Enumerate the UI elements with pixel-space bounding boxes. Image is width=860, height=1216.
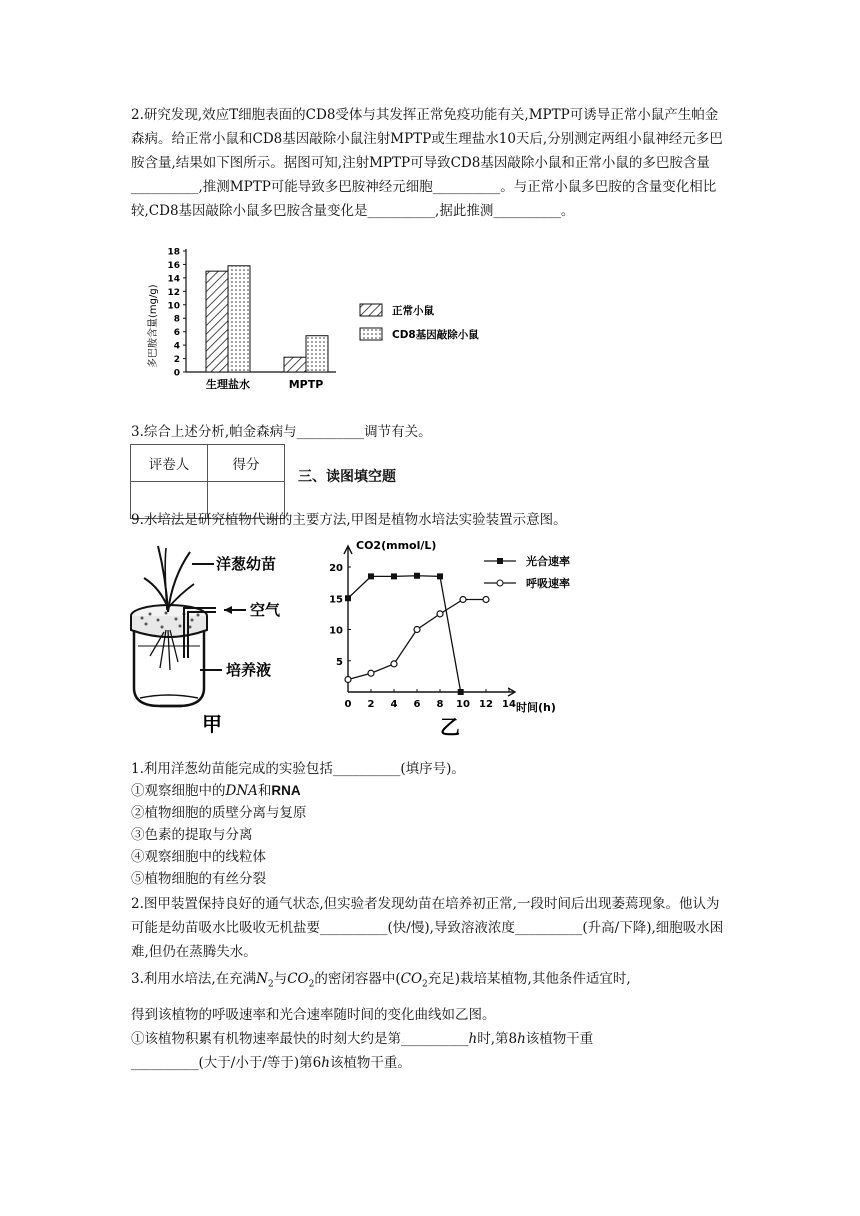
q93-n2-sub: 2 [267, 979, 274, 990]
bar-legend-label: 正常小鼠 [392, 305, 434, 317]
q93-co2: CO [287, 971, 309, 987]
question-3-text: 3.综合上述分析,帕金森病与__________调节有关。 [131, 424, 432, 440]
bar-chart-ylabel: 多巴胺含量(mg/g) [148, 284, 159, 368]
line-legend-label: 光合速率 [526, 555, 570, 568]
bar-category-label: MPTP [288, 378, 324, 391]
line-legend-marker [497, 558, 503, 564]
grader-header: 评卷人 [131, 445, 208, 482]
q93-co2b: CO [400, 971, 423, 987]
line-point-respiration [437, 611, 443, 617]
q93-co2b-sub: 2 [422, 979, 428, 990]
bar-y-tick-label: 8 [173, 314, 180, 325]
solution-label: 培养液 [226, 661, 272, 679]
q93-text-a: 3.利用水培法,在充满 [131, 971, 257, 987]
option-1-prefix: ①观察细胞中的 [131, 783, 226, 799]
bar-1-0 [284, 357, 306, 372]
question-9-3-sub1 [131, 1028, 593, 1050]
line-point-photosynthesis [414, 573, 420, 579]
option-1 [131, 780, 301, 802]
line-y-tick-label: 15 [329, 594, 343, 606]
bar-y-tick-label: 16 [167, 260, 180, 271]
option-3: ③色素的提取与分离 [131, 827, 253, 843]
line-point-respiration [460, 597, 466, 603]
bar-y-tick-label: 10 [167, 301, 180, 312]
line-chart-ylabel: CO2(mmol/L) [356, 539, 437, 552]
line-point-respiration [483, 597, 489, 603]
line-y-tick-label: 5 [336, 656, 343, 668]
bar-y-tick-label: 12 [167, 287, 180, 298]
q93-n2: N [256, 971, 268, 987]
option-5: ⑤植物细胞的有丝分裂 [131, 871, 266, 887]
bar-0-1 [228, 266, 250, 372]
q93-text-b: 与 [273, 971, 288, 987]
q93-text-d: 充足)栽培某植物,其他条件适宜时, [427, 971, 631, 987]
diagram-caption-jia: 甲 [202, 712, 222, 736]
line-x-tick-label: 6 [413, 699, 421, 710]
air-label: 空气 [250, 601, 281, 619]
score-header: 得分 [208, 445, 285, 482]
section-title: 三、读图填空题 [298, 469, 396, 485]
question-9-2: 2.图甲装置保持良好的通气状态,但实验者发现幼苗在培养初正常,一段时间后出现萎蔫现象。他认为可能是幼苗吸水比吸收无机盐要__________(快/慢),导致溶液浓度__________(升高/下降),细胞吸水困难,但仍在蒸腾失水。 [131, 896, 724, 960]
bar-0-0 [206, 271, 228, 372]
line-y-tick-label: 10 [329, 625, 343, 637]
q93s-b: 时,第8 [477, 1031, 518, 1047]
q93s-line2-b: 该植物干重。 [329, 1055, 411, 1071]
q93-co2-sub: 2 [308, 979, 315, 990]
line-point-respiration [345, 677, 351, 683]
q93-text-c: 的密闭容器中( [314, 971, 401, 987]
option-1-dna: DNA [225, 783, 258, 799]
line-x-tick-label: 10 [456, 699, 470, 710]
line-point-respiration [368, 670, 374, 676]
line-y-tick-label: 20 [329, 563, 343, 574]
line-x-tick-label: 4 [390, 699, 398, 710]
q93s-line2-a: __________(大于/小于/等于)第6 [131, 1055, 322, 1071]
question-9-3-line2: 得到该植物的呼吸速率和光合速率随时间的变化曲线如乙图。 [131, 1007, 496, 1023]
bar-category-label: 生理盐水 [206, 378, 250, 391]
bar-1-1 [306, 336, 328, 372]
line-x-tick-label: 2 [367, 699, 375, 710]
bar-y-tick-label: 4 [173, 341, 180, 352]
line-legend-marker [497, 580, 503, 586]
line-chart-caption: 乙 [440, 715, 460, 739]
line-point-photosynthesis [437, 573, 443, 579]
question-9-3-sub2 [131, 1052, 411, 1074]
line-x-tick-label: 0 [344, 699, 352, 710]
question-9-3-line1 [131, 968, 631, 996]
bar-y-tick-label: 2 [173, 355, 180, 366]
bar-legend-swatch [360, 328, 382, 340]
line-series-1 [348, 600, 486, 680]
line-legend-label: 呼吸速率 [526, 577, 570, 590]
co2-rate-line-chart [320, 534, 610, 739]
line-chart-xlabel: 时间(h) [516, 701, 556, 714]
question-9-intro: 9.水培法是研究植物代谢的主要方法,甲图是植物水培法实验装置示意图。 [131, 512, 567, 528]
q93s-h2: h [517, 1031, 526, 1047]
line-x-tick-label: 14 [502, 699, 516, 710]
option-1-and: 和 [257, 783, 272, 799]
line-point-respiration [414, 627, 420, 633]
option-4: ④观察细胞中的线粒体 [131, 849, 266, 865]
option-2: ②植物细胞的质壁分离与复原 [131, 805, 307, 821]
hydroponic-apparatus-diagram [120, 538, 320, 738]
q93s-c: 该植物干重 [525, 1031, 594, 1047]
bar-y-tick-label: 6 [173, 328, 180, 339]
q93s-h3: h [321, 1055, 330, 1071]
q93s-a: ①该植物积累有机物速率最快的时刻大约是第__________ [131, 1031, 469, 1047]
bar-y-tick-label: 0 [173, 368, 180, 379]
line-x-tick-label: 12 [479, 699, 493, 710]
bar-y-tick-label: 14 [167, 274, 180, 285]
line-point-respiration [391, 661, 397, 667]
q93s-h1: h [468, 1031, 478, 1047]
dopamine-bar-chart [130, 240, 530, 400]
line-point-photosynthesis [368, 573, 374, 579]
question-2-text: 2.研究发现,效应T细胞表面的CD8受体与其发挥正常免疫功能有关,MPTP可诱导正常小鼠产生帕金森病。给正常小鼠和CD8基因敲除小鼠注射MPTP或生理盐水10天后,分别测定两组小鼠神经元多巴胺含量,结果如下图所示。据图可知,注射MPTP可导致CD8基因敲除小鼠和正常小鼠的多巴胺含量__________,推测MPTP可能导致多巴胺神经元细胞__________。与正常小鼠多巴胺的含量变化相比较,CD8基因敲除小鼠多巴胺含量变化是__________,据此推测__________。 [131, 107, 723, 219]
line-x-tick-label: 8 [436, 699, 444, 710]
bar-legend-swatch [360, 304, 382, 316]
question-9-1: 1.利用洋葱幼苗能完成的实验包括__________(填序号)。 [131, 761, 465, 777]
line-point-photosynthesis [391, 573, 397, 579]
seedling-label: 洋葱幼苗 [216, 555, 277, 573]
score-table [130, 444, 285, 519]
line-point-photosynthesis [458, 689, 464, 695]
bar-legend-label: CD8基因敲除小鼠 [392, 329, 479, 341]
bar-y-tick-label: 18 [167, 247, 180, 258]
option-1-rna: RNA [271, 783, 301, 798]
line-point-photosynthesis [345, 595, 351, 601]
